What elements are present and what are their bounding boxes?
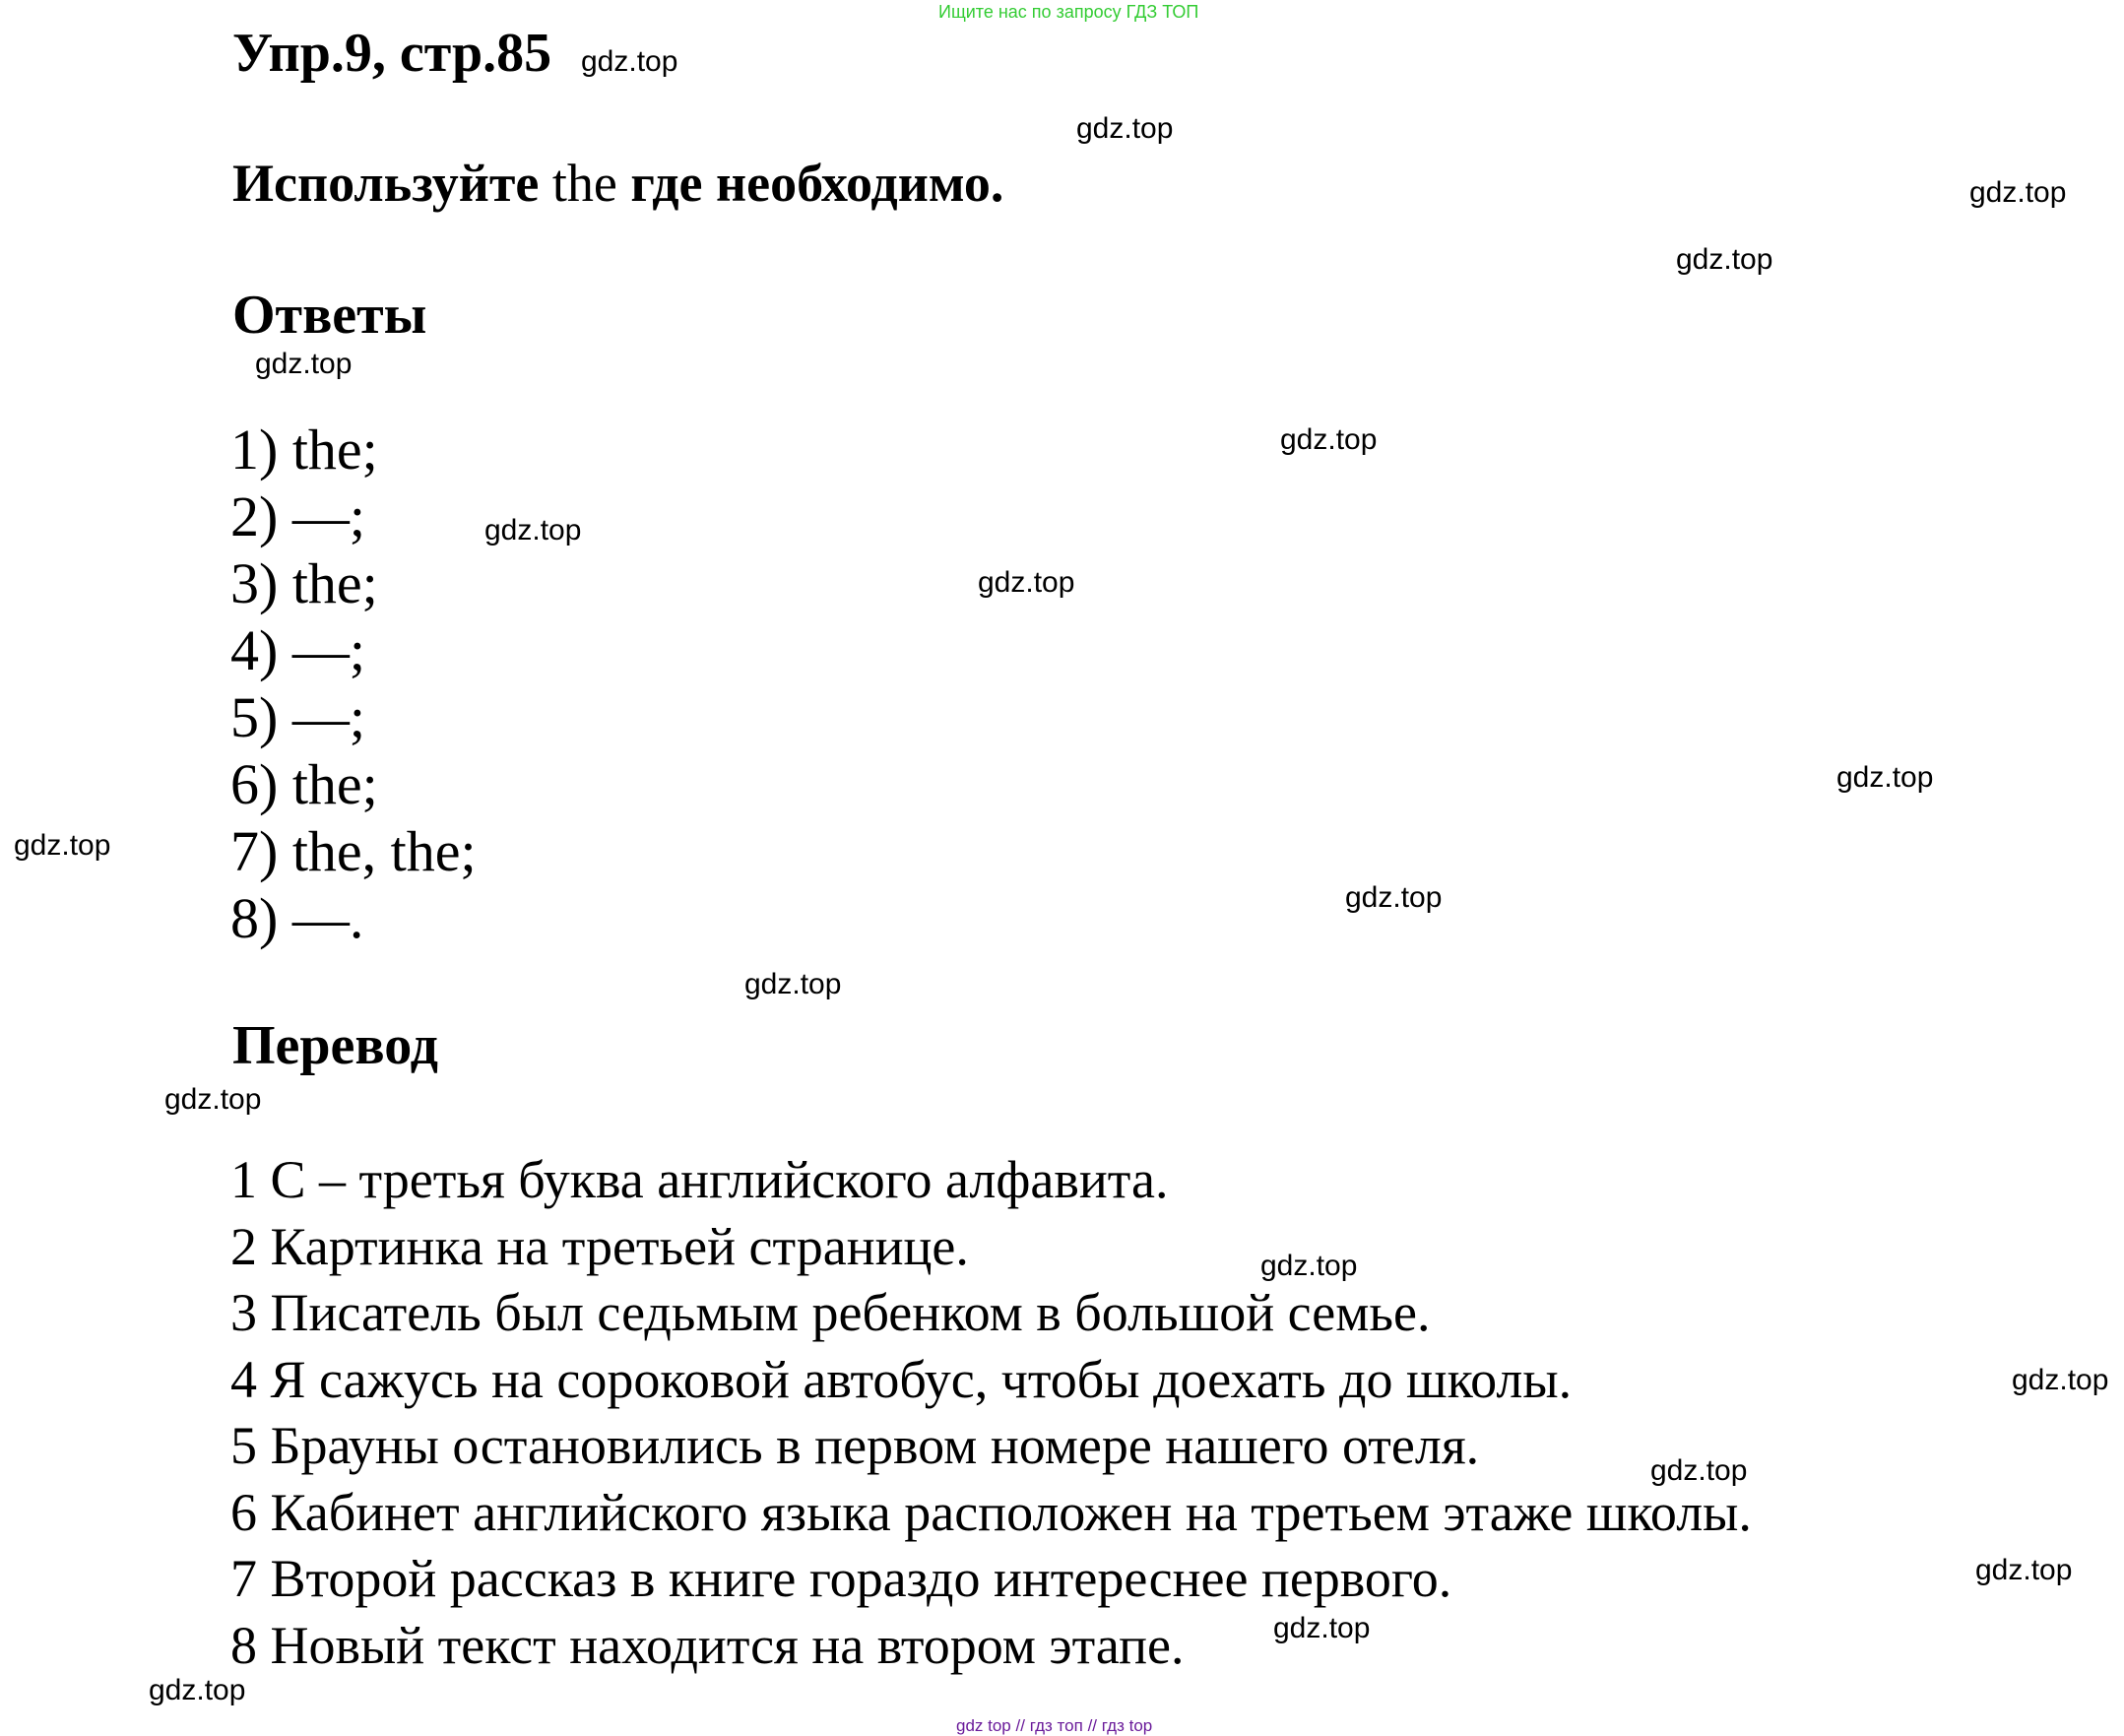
answer-item: 5) —;	[230, 685, 365, 749]
footer-separator: //	[1087, 1716, 1098, 1735]
answers-list	[230, 417, 477, 952]
translation-item: 5 Брауны остановились в первом номере нашего отеля.	[230, 1416, 1480, 1475]
watermark: gdz.top	[2012, 1364, 2109, 1396]
answer-item: 8) —.	[230, 886, 364, 950]
answer-item: 1) the;	[230, 418, 378, 482]
instruction	[232, 153, 1003, 214]
watermark: gdz.top	[1280, 423, 1378, 456]
watermark: gdz.top	[1836, 761, 1934, 794]
translation-list	[230, 1147, 1752, 1679]
translation-item: 7 Второй рассказ в книге гораздо интереснее первого.	[230, 1549, 1452, 1608]
instruction-article: the	[551, 154, 617, 213]
instruction-text-2: где необходимо.	[630, 154, 1004, 213]
translation-item: 8 Новый текст находится на втором этапе.	[230, 1615, 1185, 1675]
translation-item: 6 Кабинет английского языка расположен на третьем этаже школы.	[230, 1482, 1752, 1542]
answers-heading: Ответы	[232, 285, 427, 346]
watermark: gdz.top	[1676, 243, 1773, 276]
translation-item: 3 Писатель был седьмым ребенком в большой семье.	[230, 1283, 1431, 1342]
watermark: gdz.top	[744, 968, 842, 1000]
translation-item: 1 С – третья буква английского алфавита.	[230, 1150, 1169, 1209]
answer-item: 4) —;	[230, 618, 365, 682]
watermark: gdz.top	[1345, 881, 1443, 914]
answer-item: 3) the;	[230, 551, 378, 615]
watermark: gdz.top	[581, 45, 678, 78]
footer-links	[956, 1716, 1152, 1736]
answer-item: 2) —;	[230, 484, 365, 548]
watermark: gdz.top	[1650, 1454, 1748, 1487]
watermark: gdz.top	[1076, 112, 1174, 145]
footer-separator: //	[1015, 1716, 1025, 1735]
answer-item: 7) the, the;	[230, 819, 477, 883]
watermark: gdz.top	[1260, 1250, 1358, 1282]
watermark: gdz.top	[164, 1083, 262, 1116]
footer-link[interactable]: gdz top	[956, 1716, 1011, 1735]
watermark: gdz.top	[14, 829, 111, 862]
page-title: Упр.9, стр.85	[232, 23, 552, 84]
footer-link[interactable]: гдз top	[1101, 1716, 1153, 1735]
watermark: gdz.top	[1975, 1554, 2073, 1586]
translation-heading: Перевод	[232, 1015, 438, 1076]
watermark: gdz.top	[978, 566, 1075, 599]
watermark: gdz.top	[1969, 176, 2067, 209]
search-hint-link[interactable]: Ищите нас по запросу ГДЗ ТОП	[938, 2, 1199, 22]
watermark: gdz.top	[484, 514, 582, 547]
watermark: gdz.top	[255, 348, 353, 380]
answer-item: 6) the;	[230, 752, 378, 816]
watermark: gdz.top	[149, 1674, 246, 1706]
instruction-text-1: Используйте	[232, 154, 540, 213]
footer-link[interactable]: гдз топ	[1029, 1716, 1083, 1735]
watermark: gdz.top	[1273, 1612, 1371, 1644]
translation-item: 4 Я сажусь на сороковой автобус, чтобы доехать до школы.	[230, 1349, 1573, 1409]
translation-item: 2 Картинка на третьей странице.	[230, 1216, 969, 1276]
